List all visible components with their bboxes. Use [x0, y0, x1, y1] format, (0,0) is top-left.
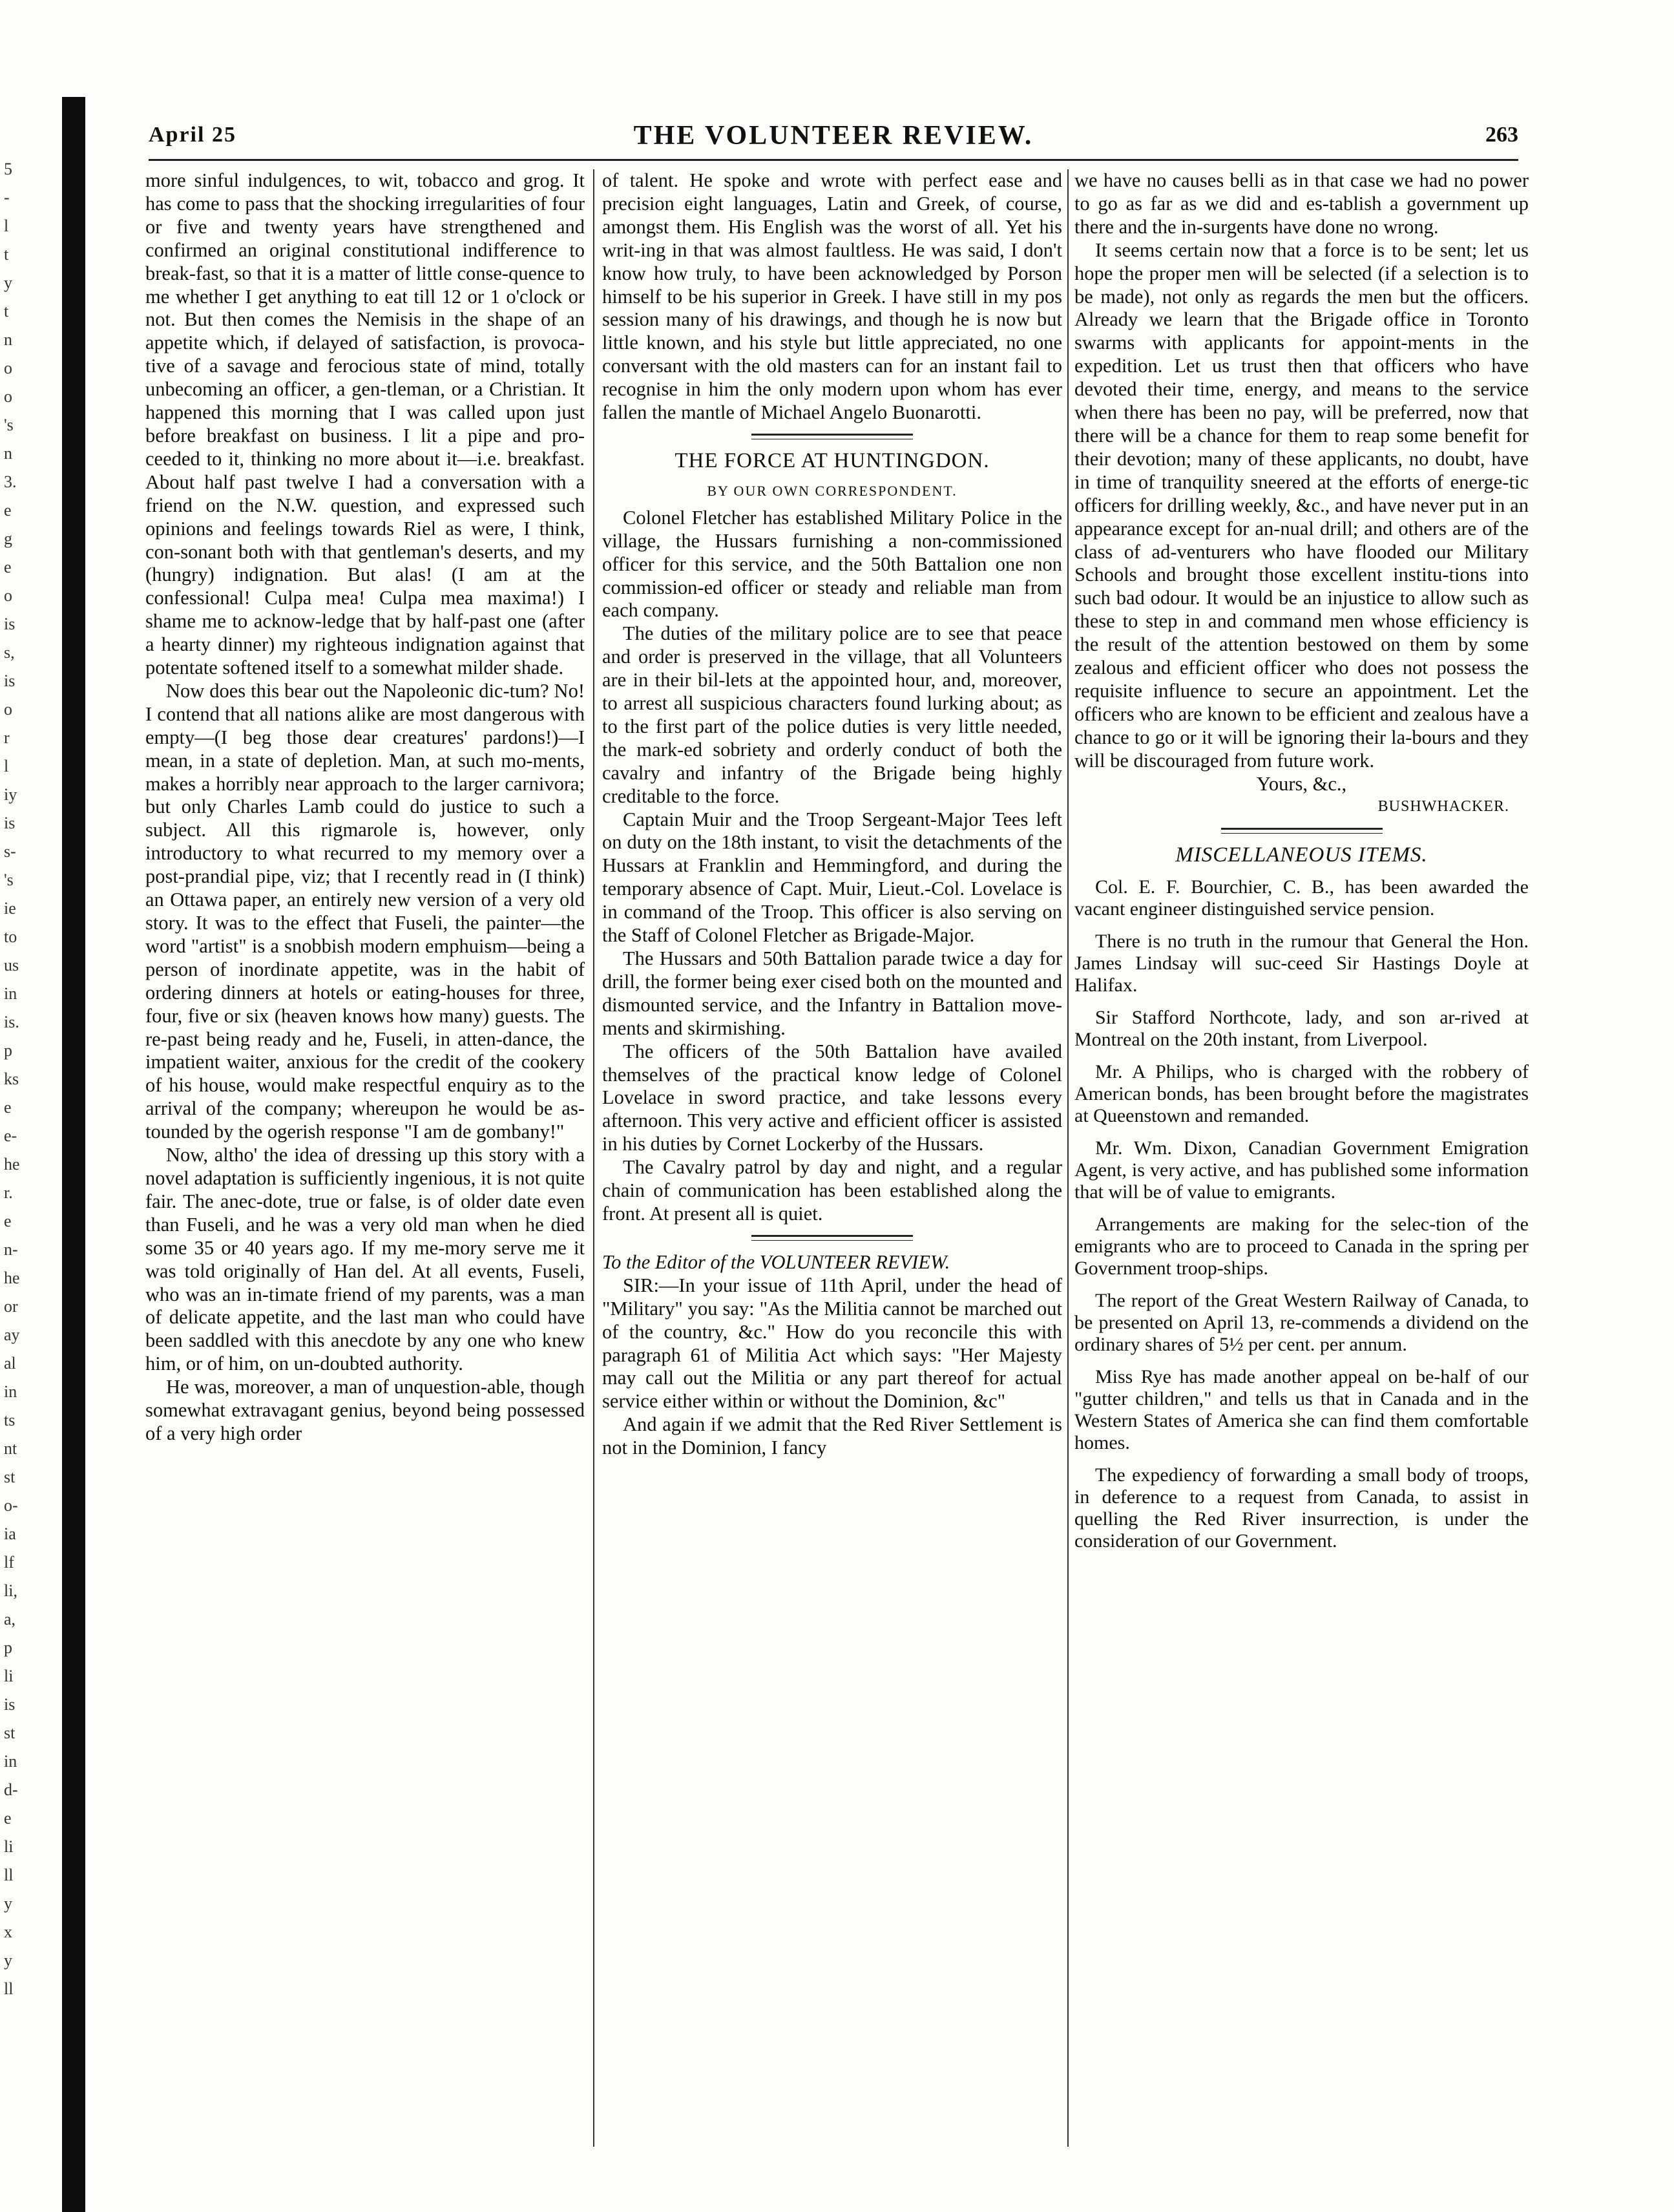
margin-fragment: is: [4, 615, 16, 633]
margin-fragment: s,: [4, 643, 15, 662]
margin-fragment: d-: [4, 1780, 18, 1799]
margin-fragment: e: [4, 558, 12, 576]
misc-item: Mr. A Philips, who is charged with the robbery of American bonds, has been brought before the magistrates at Queenstown and remanded.: [1074, 1061, 1529, 1127]
margin-fragment: iy: [4, 785, 17, 804]
margin-fragment: o: [4, 700, 12, 719]
margin-fragment: st: [4, 1468, 16, 1486]
column-2: [602, 169, 1062, 1460]
margin-fragment: 's: [4, 870, 14, 889]
margin-fragment: y: [4, 1894, 12, 1913]
margin-fragment: is: [4, 1695, 16, 1714]
margin-fragment: y: [4, 273, 12, 292]
margin-fragment: e: [4, 1212, 12, 1230]
margin-fragment: n: [4, 444, 12, 463]
margin-fragment: is: [4, 814, 16, 832]
margin-fragment: ll: [4, 1979, 14, 1998]
paragraph: The duties of the military police are to see that peace and order is preserved in the village, that all Volunteers are in their bil-lets at the appointed hour, and, moreover, to arrest all suspicious characters found lurking about; as to the first part of the police duties is very little needed, the mark-ed sobriety and orderly conduct of both the cavalry and infantry of the Brigade being highly creditable to the force.: [602, 622, 1062, 807]
paragraph: Colonel Fletcher has established Military Police in the village, the Hussars furnishing a non-commissioned officer for this service, and the 50th Battalion one non commission-ed officer or steady and reliable man from each company.: [602, 506, 1062, 622]
margin-fragment: or: [4, 1297, 18, 1316]
margin-fragment: ia: [4, 1524, 16, 1543]
margin-fragment: r: [4, 728, 10, 747]
column-divider: [593, 169, 594, 2147]
paragraph: SIR:—In your issue of 11th April, under the head of "Military" you say: "As the Militia cannot be marched out of the country, &c." How do you reconcile this with paragraph 61 of Militia Act which says: "Her Majesty may call out the Militia or any part thereof for actual service either within or without the Dominion, &c": [602, 1274, 1062, 1413]
binding-edge: [62, 97, 85, 2212]
margin-fragment: g: [4, 529, 12, 548]
margin-fragment: ks: [4, 1069, 19, 1088]
margin-fragment: o: [4, 359, 12, 377]
margin-fragment: p: [4, 1638, 12, 1657]
margin-fragment: in: [4, 984, 17, 1003]
margin-fragment: n: [4, 330, 12, 349]
margin-fragment: is: [4, 671, 16, 690]
misc-section-title: MISCELLANEOUS ITEMS.: [1175, 843, 1428, 867]
paragraph: It seems certain now that a force is to be sent; let us hope the proper men will be selected (if a selection is to be made), not only as regards the men but the officers. Already we learn that the Brigade office in Toronto swarms with applicants for appoint-ments in the expedition. Let us trust then that officers who have devoted their time, energy, and means to the service when there has been no pay, will be preferred, now that there will be a chance for them to reap some benefit for their devotion; many of these applicants, no doubt, have in time of tranquility sneered at the efforts of energe-tic officers for drilling weekly, &c., and have never put in an appearance except for an-nual drill; and others are of the class of ad-venturers who have flooded our Military Schools and brought those excellent institu-tions into such bad odour. It would be an injustice to allow such as these to step in and command men whose efficiency is the result of the attention bestowed on them by some zealous and efficient officer who does not possess the requisite influence to secure an appointment. Let the officers who are known to be efficient and zealous have a chance to go or it will be ignoring their la-bours and they will be discouraged from future work.: [1074, 238, 1529, 772]
margin-fragment: o-: [4, 1496, 18, 1515]
signature: BUSHWHACKER.: [1377, 798, 1509, 816]
misc-item: There is no truth in the rumour that General the Hon. James Lindsay will suc-ceed Sir Hastings Doyle at Halifax.: [1074, 931, 1529, 996]
margin-fragment: ll: [4, 1866, 14, 1884]
margin-fragment: e-: [4, 1126, 17, 1145]
header-title: THE VOLUNTEER REVIEW.: [633, 121, 1034, 151]
misc-items: [1074, 876, 1529, 1552]
margin-fragment: in: [4, 1752, 17, 1771]
margin-fragment: lf: [4, 1553, 14, 1572]
margin-fragment: 3.: [4, 472, 17, 491]
margin-fragment: l: [4, 757, 9, 775]
header-rule: [149, 159, 1518, 161]
section-divider: [751, 1235, 913, 1241]
margin-fragment: e: [4, 1809, 12, 1828]
left-margin-fragments: [4, 155, 58, 2003]
paragraph: The Hussars and 50th Battalion parade twice a day for drill, the former being exer cised both on the mounted and dismounted service, and the Infantry in Battalion move-ments and skirmishing.: [602, 947, 1062, 1039]
margin-fragment: st: [4, 1723, 16, 1742]
header-date: April 25: [149, 123, 236, 147]
paragraph: we have no causes belli as in that case we had no power to go as far as we did and es-tablish a government up there and the in-surgents have done no wrong.: [1074, 169, 1529, 238]
margin-fragment: n-: [4, 1240, 18, 1259]
margin-fragment: ay: [4, 1325, 20, 1344]
misc-item: Arrangements are making for the selec-tion of the emigrants who are to proceed to Canada in the spring per Government troop-ships.: [1074, 1214, 1529, 1280]
section-divider: [751, 434, 913, 439]
paragraph: Now does this bear out the Napoleonic dic-tum? No! I contend that all nations alike are most dangerous with empty—(I beg those dear creatures' pardons!)—I mean, in a state of depletion. Man, at such mo-ments, makes a horribly near approach to the larger carnivora; but only Charles Lamb could do justice to such a subject. All this rigmarole is, however, only introductory to what recurred to my memory over a post-prandial pipe, viz; that I recently read in (I think) an Ottawa paper, an entirely new version of a very old story. It was to the effect that Fuseli, the painter—the word "artist" is a snobbish modern emphuism—being a person of inordinate appetite, was in the habit of ordering dinners at hotels or eating-houses for three, four, five or six (heaven knows how many) guests. The re-past being ready and he, Fuseli, in atten-dance, the impatient waiter, anxious for the credit of the cookery of his house, would make respectful enquiry as to the arrival of the company; whereupon he would be as-tounded by the ogerish response "I am de gombany!": [145, 679, 585, 1143]
margin-fragment: is.: [4, 1013, 19, 1031]
paragraph: And again if we admit that the Red River Settlement is not in the Dominion, I fancy: [602, 1413, 1062, 1459]
misc-item: Col. E. F. Bourchier, C. B., has been awarded the vacant engineer distinguished service pension.: [1074, 876, 1529, 920]
margin-fragment: li: [4, 1667, 14, 1685]
margin-fragment: 's: [4, 416, 14, 434]
misc-item: Miss Rye has made another appeal on be-half of our "gutter children," and tells us that in Canada and in the Western States of America she can find them comfortable homes.: [1074, 1366, 1529, 1454]
margin-fragment: e: [4, 501, 12, 520]
margin-fragment: p: [4, 1041, 12, 1060]
byline: BY OUR OWN CORRESPONDENT.: [707, 482, 957, 499]
margin-fragment: to: [4, 927, 17, 946]
paragraph: The Cavalry patrol by day and night, and a regular chain of communication has been established along the front. At present all is quiet.: [602, 1156, 1062, 1225]
margin-fragment: he: [4, 1155, 20, 1174]
misc-item: Mr. Wm. Dixon, Canadian Government Emigration Agent, is very active, and has published some information that will be of value to emigrants.: [1074, 1137, 1529, 1203]
column-divider: [1067, 169, 1069, 2147]
margin-fragment: s-: [4, 842, 16, 861]
margin-fragment: ie: [4, 899, 16, 918]
paragraph: The officers of the 50th Battalion have availed themselves of the practical know ledge of Colonel Lovelace in sword practice, and take lessons every afternoon. This very active and efficient officer is assisted in his duties by Cornet Lockerby of the Hussars.: [602, 1040, 1062, 1155]
margin-fragment: he: [4, 1269, 20, 1287]
section-divider: [1221, 828, 1383, 834]
paragraph: Captain Muir and the Troop Sergeant-Major Tees left on duty on the 18th instant, to visit the detachments of the Hussars at Franklin and Hemmingford, and during the temporary absence of Capt. Muir, Lieut.-Col. Lovelace is in command of the Troop. This officer is also serving on the Staff of Colonel Fletcher as Brigade-Major.: [602, 808, 1062, 947]
margin-fragment: -: [4, 188, 10, 207]
paragraph: Now, altho' the idea of dressing up this story with a novel adaptation is sufficiently ingenious, it is not quite fair. The anec-dote, true or false, is of older date even than Fuseli, and he was a very old man when he died some 35 or 40 years ago. If my me-mory serve me it was told originally of Han del. At all events, Fuseli, who was an in-timate friend of my parents, was a man of delicate appetite, and the last man who could have been saddled with this anecdote by any one who knew him, or of him, on un-doubted authority.: [145, 1144, 585, 1375]
margin-fragment: t: [4, 245, 9, 264]
margin-fragment: o: [4, 586, 12, 605]
margin-fragment: nt: [4, 1439, 17, 1458]
paragraph: more sinful indulgences, to wit, tobacco and grog. It has come to pass that the shocking irregularities of four or five and twenty years have strengthened and confirmed an original constitutional indifference to break-fast, so that it is a matter of little conse-quence to me whether I get anything to eat till 12 or 1 o'clock or not. But then comes the Nemisis in the shape of an appetite which, if delayed of satisfaction, is provoca-tive of a savage and ferocious state of mind, totally unbecoming an officer, a gen-tleman, or a Christian. It happened this morning that I was called upon just before breakfast on business. I lit a pipe and pro-ceeded to it, thinking no more about it—i.e. breakfast. About half past twelve I had a conversation with a friend on the N.W. question, and expressed such opinions and feelings towards Riel as were, I think, con-sonant both with that gentleman's deserts, and my (hungry) indignation. But alas! (I am at the confessional! Culpa mea! Culpa mea maxima!) I shame me to acknow-ledge that by half-past one (after a hearty dinner) my righteous indignation against that potentate softened itself to a somewhat milder shade.: [145, 169, 585, 679]
margin-fragment: 5: [4, 160, 12, 178]
margin-fragment: al: [4, 1354, 16, 1373]
margin-fragment: li,: [4, 1581, 17, 1600]
margin-fragment: y: [4, 1951, 12, 1970]
margin-fragment: in: [4, 1382, 17, 1401]
margin-fragment: x: [4, 1922, 12, 1941]
column-1: [145, 169, 585, 1446]
paragraph: of talent. He spoke and wrote with perfect ease and precision eight languages, Latin and Greek, of course, amongst them. His English was the worst of all. Yet his writ-ing in that was almost faultless. He was said, I don't know how truly, to have been acknowledged by Porson himself to be his superior in Greek. I have still in my pos session many of his drawings, and though he is now but little known, and his style but little appreciated, no one conversant with the old masters can for an instant fail to recognise in him the only modern upon whom has ever fallen the mantle of Michael Angelo Buonarotti.: [602, 169, 1062, 424]
margin-fragment: li: [4, 1837, 14, 1856]
letter-heading: To the Editor of the VOLUNTEER REVIEW.: [602, 1250, 950, 1273]
paragraph: He was, moreover, a man of unquestion-able, though somewhat extravagant genius, beyond being possessed of a very high order: [145, 1376, 585, 1444]
misc-item: The report of the Great Western Railway of Canada, to be presented on April 13, re-commends a dividend on the ordinary shares of 5½ per cent. per annum.: [1074, 1290, 1529, 1356]
margin-fragment: o: [4, 387, 12, 406]
margin-fragment: t: [4, 302, 9, 321]
header-page-number: 263: [1485, 123, 1518, 147]
margin-fragment: ts: [4, 1411, 16, 1429]
misc-item: Sir Stafford Northcote, lady, and son ar-rived at Montreal on the 20th instant, from Liverpool.: [1074, 1007, 1529, 1051]
margin-fragment: e: [4, 1098, 12, 1117]
margin-fragment: l: [4, 216, 9, 235]
margin-fragment: us: [4, 956, 19, 974]
misc-item: The expediency of forwarding a small body of troops, in deference to a request from Canada, to assist in quelling the Red River insurrection, is under the consideration of our Government.: [1074, 1464, 1529, 1552]
page-header: [149, 123, 1518, 159]
section-title: THE FORCE AT HUNTINGDON.: [675, 448, 990, 472]
sign-off: Yours, &c.,: [1256, 772, 1347, 795]
margin-fragment: a,: [4, 1610, 16, 1628]
column-3: [1074, 169, 1529, 1563]
margin-fragment: r.: [4, 1183, 13, 1202]
